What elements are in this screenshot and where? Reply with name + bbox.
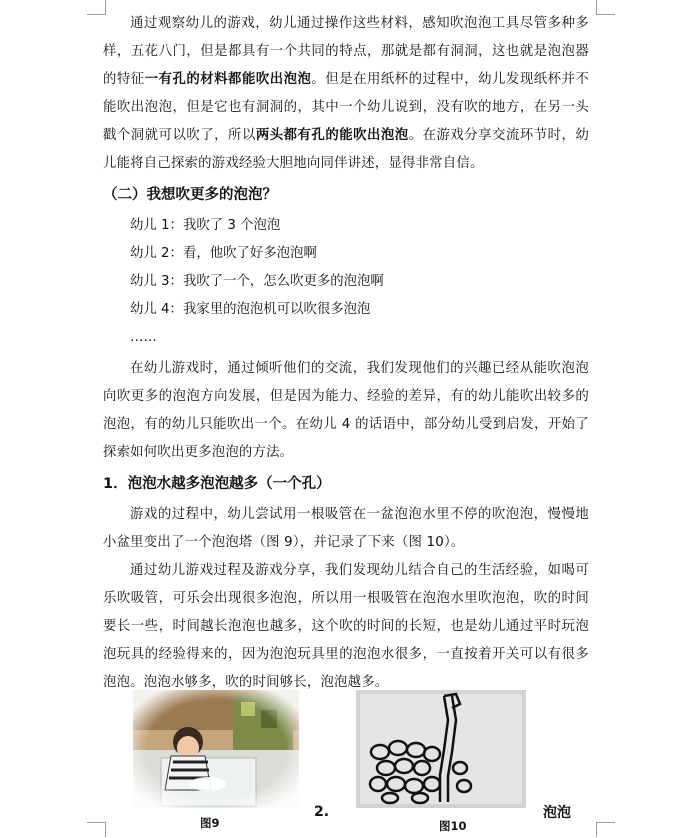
paragraph-process: 游戏的过程中，幼儿尝试用一根吸管在一盆泡泡水里不停的吹泡泡，慢慢地小盆里变出了一个泡泡塔（图 9），并记录了下来（图 10）。 — [103, 507, 589, 550]
section-heading: （二）我想吹更多的泡泡？ — [103, 187, 277, 203]
dialogue-line: 幼儿 2：看，他吹了好多泡泡啊 — [130, 246, 317, 261]
subsection-heading: 1．泡泡水越多泡泡越多（一个孔） — [103, 476, 331, 492]
bold-conclusion-2: 两头都有孔的能吹出泡泡 — [255, 128, 409, 143]
paragraph-analysis: 在幼儿游戏时，通过倾听他们的交流，我们发现他们的兴趣已经从能吹泡泡向吹更多的泡泡方向发展，但是因为能力、经验的差异，有的幼儿能吹出较多的泡泡，有的幼儿只能吹出一个。在幼儿 4 的话语中，部分幼儿受到启发，开始了探索如何吹出更多泡泡的方法。 — [103, 361, 589, 460]
page-corner-mark — [596, 822, 615, 837]
paragraph-observation: 通过观察幼儿的游戏，幼儿通过操作这些材料，感知吹泡泡工具尽管多种多样，五花八门，但是都具有一个共同的特点，那就是都有洞洞，这也就是泡泡器的特征一有孔的材料都能吹出泡泡。但是在用纸杯的过程中，幼儿发现纸杯并不能吹出泡泡，但是它也有洞洞的，其中一个幼儿说到，没有吹的地方，在另一头戳个洞就可以吹了，所以两头都有孔的能吹出泡泡。在游戏分享交流环节时，幼儿能将自己探索的游戏经验大胆地向同伴讲述，显得非常自信。 — [103, 16, 590, 171]
document-body — [103, 10, 589, 697]
figure-9-photo — [133, 690, 299, 808]
list-number-fragment: 2. — [314, 804, 330, 820]
figure-10-drawing — [356, 690, 526, 808]
paragraph-discovery: 通过幼儿游戏过程及游戏分享，我们发现幼儿结合自己的生活经验，如喝可乐吹吸管，可乐会出现很多泡泡，所以用一根吸管在泡泡水里吹泡泡，吹的时间要长一些，时间越长泡泡也越多，这个吹的时间的长短，也是幼儿通过平时玩泡泡玩具的经验得来的，因为泡泡玩具里的泡泡水很多，一直按着开关可以有很多泡泡。泡泡水够多，吹的时间够长，泡泡越多。 — [103, 563, 589, 690]
figure-10-caption: 图10 — [439, 819, 467, 833]
figure-9-caption: 图9 — [200, 816, 220, 830]
dialogue-line: 幼儿 1：我吹了 3 个泡泡 — [130, 218, 281, 233]
heading-fragment: 泡泡 — [543, 805, 571, 821]
dialogue-line: 幼儿 3：我吹了一个，怎么吹更多的泡泡啊 — [130, 274, 384, 289]
dialogue-line: 幼儿 4：我家里的泡泡机可以吹很多泡泡 — [130, 302, 371, 317]
page-corner-mark — [87, 822, 106, 837]
bold-conclusion-1: 一有孔的材料都能吹出泡泡 — [144, 72, 312, 87]
page-corner-mark — [596, 0, 615, 15]
dialogue-ellipsis: …… — [130, 330, 157, 345]
